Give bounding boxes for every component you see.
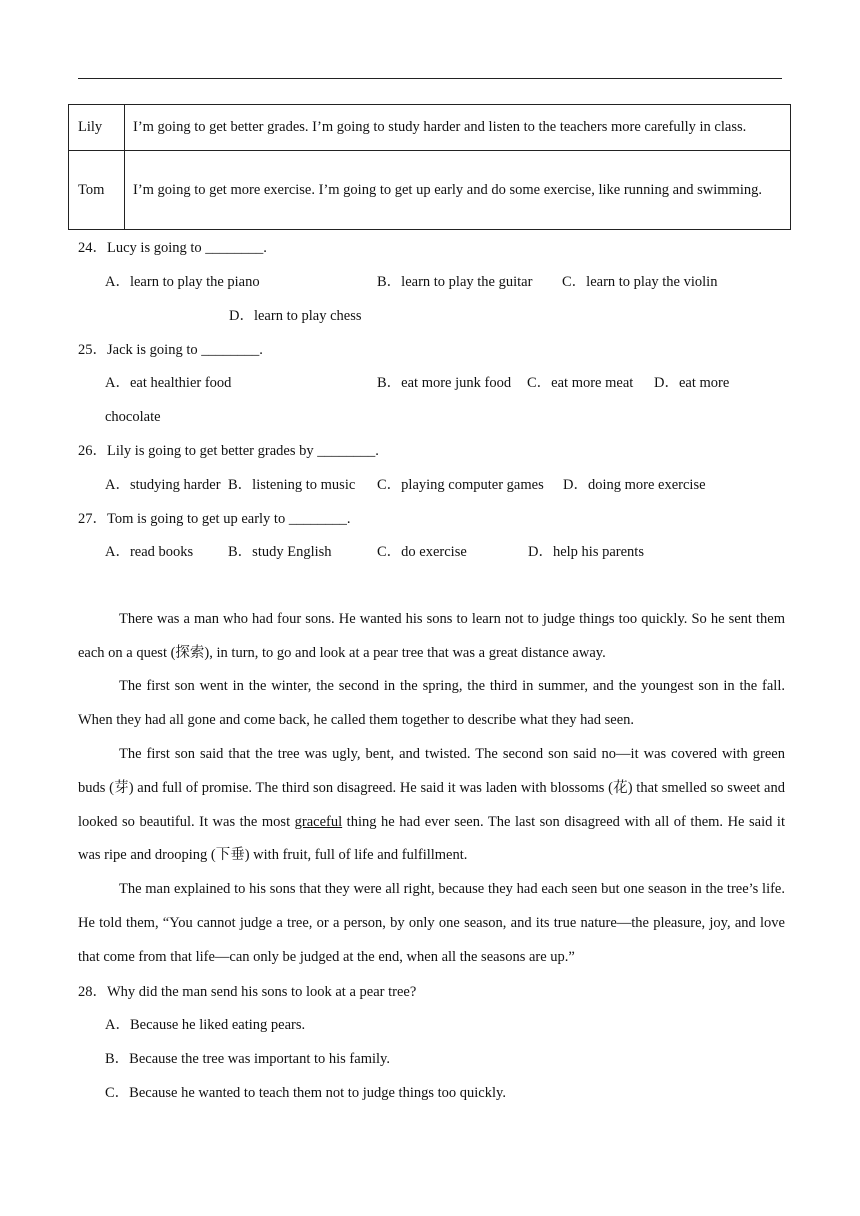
question-27-option-b: B．study English xyxy=(228,544,332,560)
question-25-stem: 25．Jack is going to ________. xyxy=(78,342,263,358)
question-24-option-a: A．learn to play the piano xyxy=(105,274,260,290)
question-28-stem: 28．Why did the man send his sons to look at a pear tree? xyxy=(78,984,417,1000)
passage-paragraph-4: The man explained to his sons that they were all right, because they had each seen but one season in the tree’s life. He told them, “You cannot judge a tree, or a person, by only one season, and its true nature—the pleasure, joy, and love that come from that life—can only be judged at the end, when all the seasons are up.” xyxy=(78,881,785,965)
question-26-option-c: C．playing computer games xyxy=(377,477,544,493)
table-row xyxy=(69,151,791,230)
table-row xyxy=(69,105,791,151)
header-rule xyxy=(78,78,782,79)
question-28-option-a: A．Because he liked eating pears. xyxy=(105,1017,306,1033)
passage-paragraph-3-text-end: thing he had ever seen. The last son disagreed with all of them. He said it was ripe and drooping (下垂) with fruit, full of life and fulfillment. xyxy=(78,813,785,864)
passage-paragraph-3 xyxy=(78,738,785,873)
question-26-option-d: D．doing more exercise xyxy=(563,477,706,493)
question-27-option-d: D．help his parents xyxy=(528,544,644,560)
question-27-option-a: A．read books xyxy=(105,544,194,560)
question-26-option-b: B．listening to music xyxy=(228,477,356,493)
question-24-option-d: D．learn to play chess xyxy=(229,308,362,324)
question-25-option-a: A．eat healthier food xyxy=(105,375,232,391)
question-28-option-b: B．Because the tree was important to his family. xyxy=(105,1051,390,1067)
question-24-option-c: C．learn to play the violin xyxy=(562,274,718,290)
question-28-option-c: C．Because he wanted to teach them not to judge things too quickly. xyxy=(105,1085,506,1101)
question-24-stem: 24．Lucy is going to ________. xyxy=(78,240,267,256)
question-25-option-d: D．eat more xyxy=(654,375,730,391)
passage-paragraph-2: The first son went in the winter, the second in the spring, the third in summer, and the youngest son in the fall. When they had all gone and come back, he called them together to describe what they had seen. xyxy=(78,678,785,728)
question-24-option-b: B．learn to play the guitar xyxy=(377,274,533,290)
table-cell-name: Lily xyxy=(69,105,125,151)
table-cell-name: Tom xyxy=(69,151,125,230)
plans-table xyxy=(68,104,791,230)
question-25-option-d-continued: chocolate xyxy=(105,409,161,425)
question-27-option-c: C．do exercise xyxy=(377,544,467,560)
table-cell-text: I’m going to get more exercise. I’m going to get up early and do some exercise, like running and swimming. xyxy=(125,151,791,230)
underlined-word: graceful xyxy=(294,813,343,830)
question-25-option-b: B．eat more junk food xyxy=(377,375,512,391)
passage-paragraph-3-text: The first son said that the tree was ugly, bent, and twisted. The second son said no—it was covered with green buds (芽) and full of promise. The third son disagreed. He said it was laden with blossoms (花) that smelled so sweet and looked so beautiful. It was the most xyxy=(78,746,785,830)
question-26-stem: 26．Lily is going to get better grades by ________. xyxy=(78,443,379,459)
passage-paragraph-1: There was a man who had four sons. He wanted his sons to learn not to judge things too quickly. So he sent them each on a quest (探索), in turn, to go and look at a pear tree that was a great distance away. xyxy=(78,611,785,661)
question-27-stem: 27．Tom is going to get up early to ________. xyxy=(78,511,351,527)
table-cell-text: I’m going to get better grades. I’m going to study harder and listen to the teachers more carefully in class. xyxy=(125,105,791,151)
question-25-option-c: C．eat more meat xyxy=(527,375,634,391)
question-26-option-a: A．studying harder xyxy=(105,477,221,493)
